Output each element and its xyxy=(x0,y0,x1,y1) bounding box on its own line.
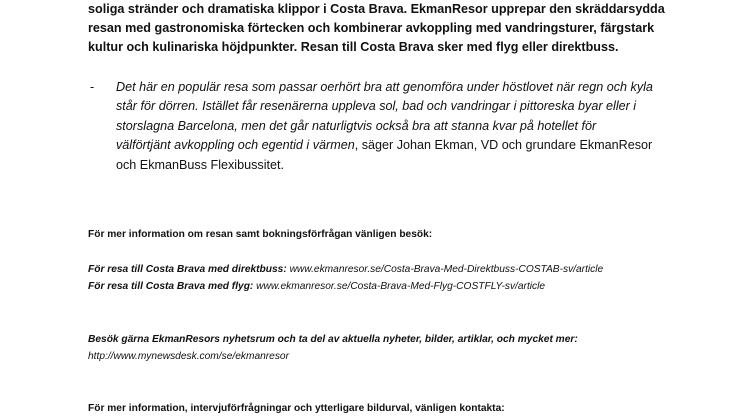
quote-line: välförtjänt avkoppling och egentid i värmen xyxy=(116,138,355,153)
fly-link-url[interactable]: www.ekmanresor.se/Costa-Brava-Med-Flyg-COSTFLY-sv/article xyxy=(253,281,546,292)
fly-link-label: För resa till Costa Brava med flyg: xyxy=(88,281,254,292)
newsroom-link[interactable]: http://www.mynewsdesk.com/se/ekmanresor xyxy=(88,351,289,362)
quote-paragraph xyxy=(116,78,676,175)
fly-link-line xyxy=(88,279,545,295)
quote-attribution: , säger Johan Ekman, VD och grundare EkmanResor xyxy=(354,138,653,153)
newsroom-heading: Besök gärna EkmanResors nyhetsrum och ta del av aktuella nyheter, bilder, artiklar, och mycket mer: xyxy=(88,334,578,345)
contact-heading: För mer information, intervjuförfrågningar och ytterligare bildurval, vänligen kontakta: xyxy=(88,403,505,414)
intro-line: soliga stränder och dramatiska klippor i Costa Brava. EkmanResor upprepar den skräddarsydda xyxy=(88,2,665,16)
intro-line: kultur och kulinariska höjdpunkter. Resan till Costa Brava sker med flyg eller direktbuss. xyxy=(88,40,619,54)
bus-link-label: För resa till Costa Brava med direktbuss: xyxy=(88,264,287,275)
quote-line-attribution xyxy=(116,136,676,155)
quote-line: storslagna Barcelona, men det går naturligtvis också bra att stanna kvar på hotellet för xyxy=(116,118,597,133)
quote-bullet-dash: - xyxy=(90,80,95,94)
more-info-heading: För mer information om resan samt bokningsförfrågan vänligen besök: xyxy=(88,229,433,240)
bus-link-line xyxy=(88,262,603,278)
intro-paragraph xyxy=(88,0,668,57)
quote-last-line: och EkmanBuss Flexibussitet. xyxy=(116,157,284,172)
quote-line: Det här en populär resa som passar oerhört bra att genomföra under höstlovet när regn och kyla xyxy=(116,80,653,94)
bus-link-url[interactable]: www.ekmanresor.se/Costa-Brava-Med-Direktbuss-COSTAB-sv/article xyxy=(286,264,604,275)
quote-line: står för dörren. Istället får resenärerna uppleva sol, bad och vandringar i pittoreska byar eller i xyxy=(116,99,637,114)
intro-line: resan med gastronomiska förtecken och kombinerar avkoppling med vandringsturer, färgstark xyxy=(88,21,655,35)
